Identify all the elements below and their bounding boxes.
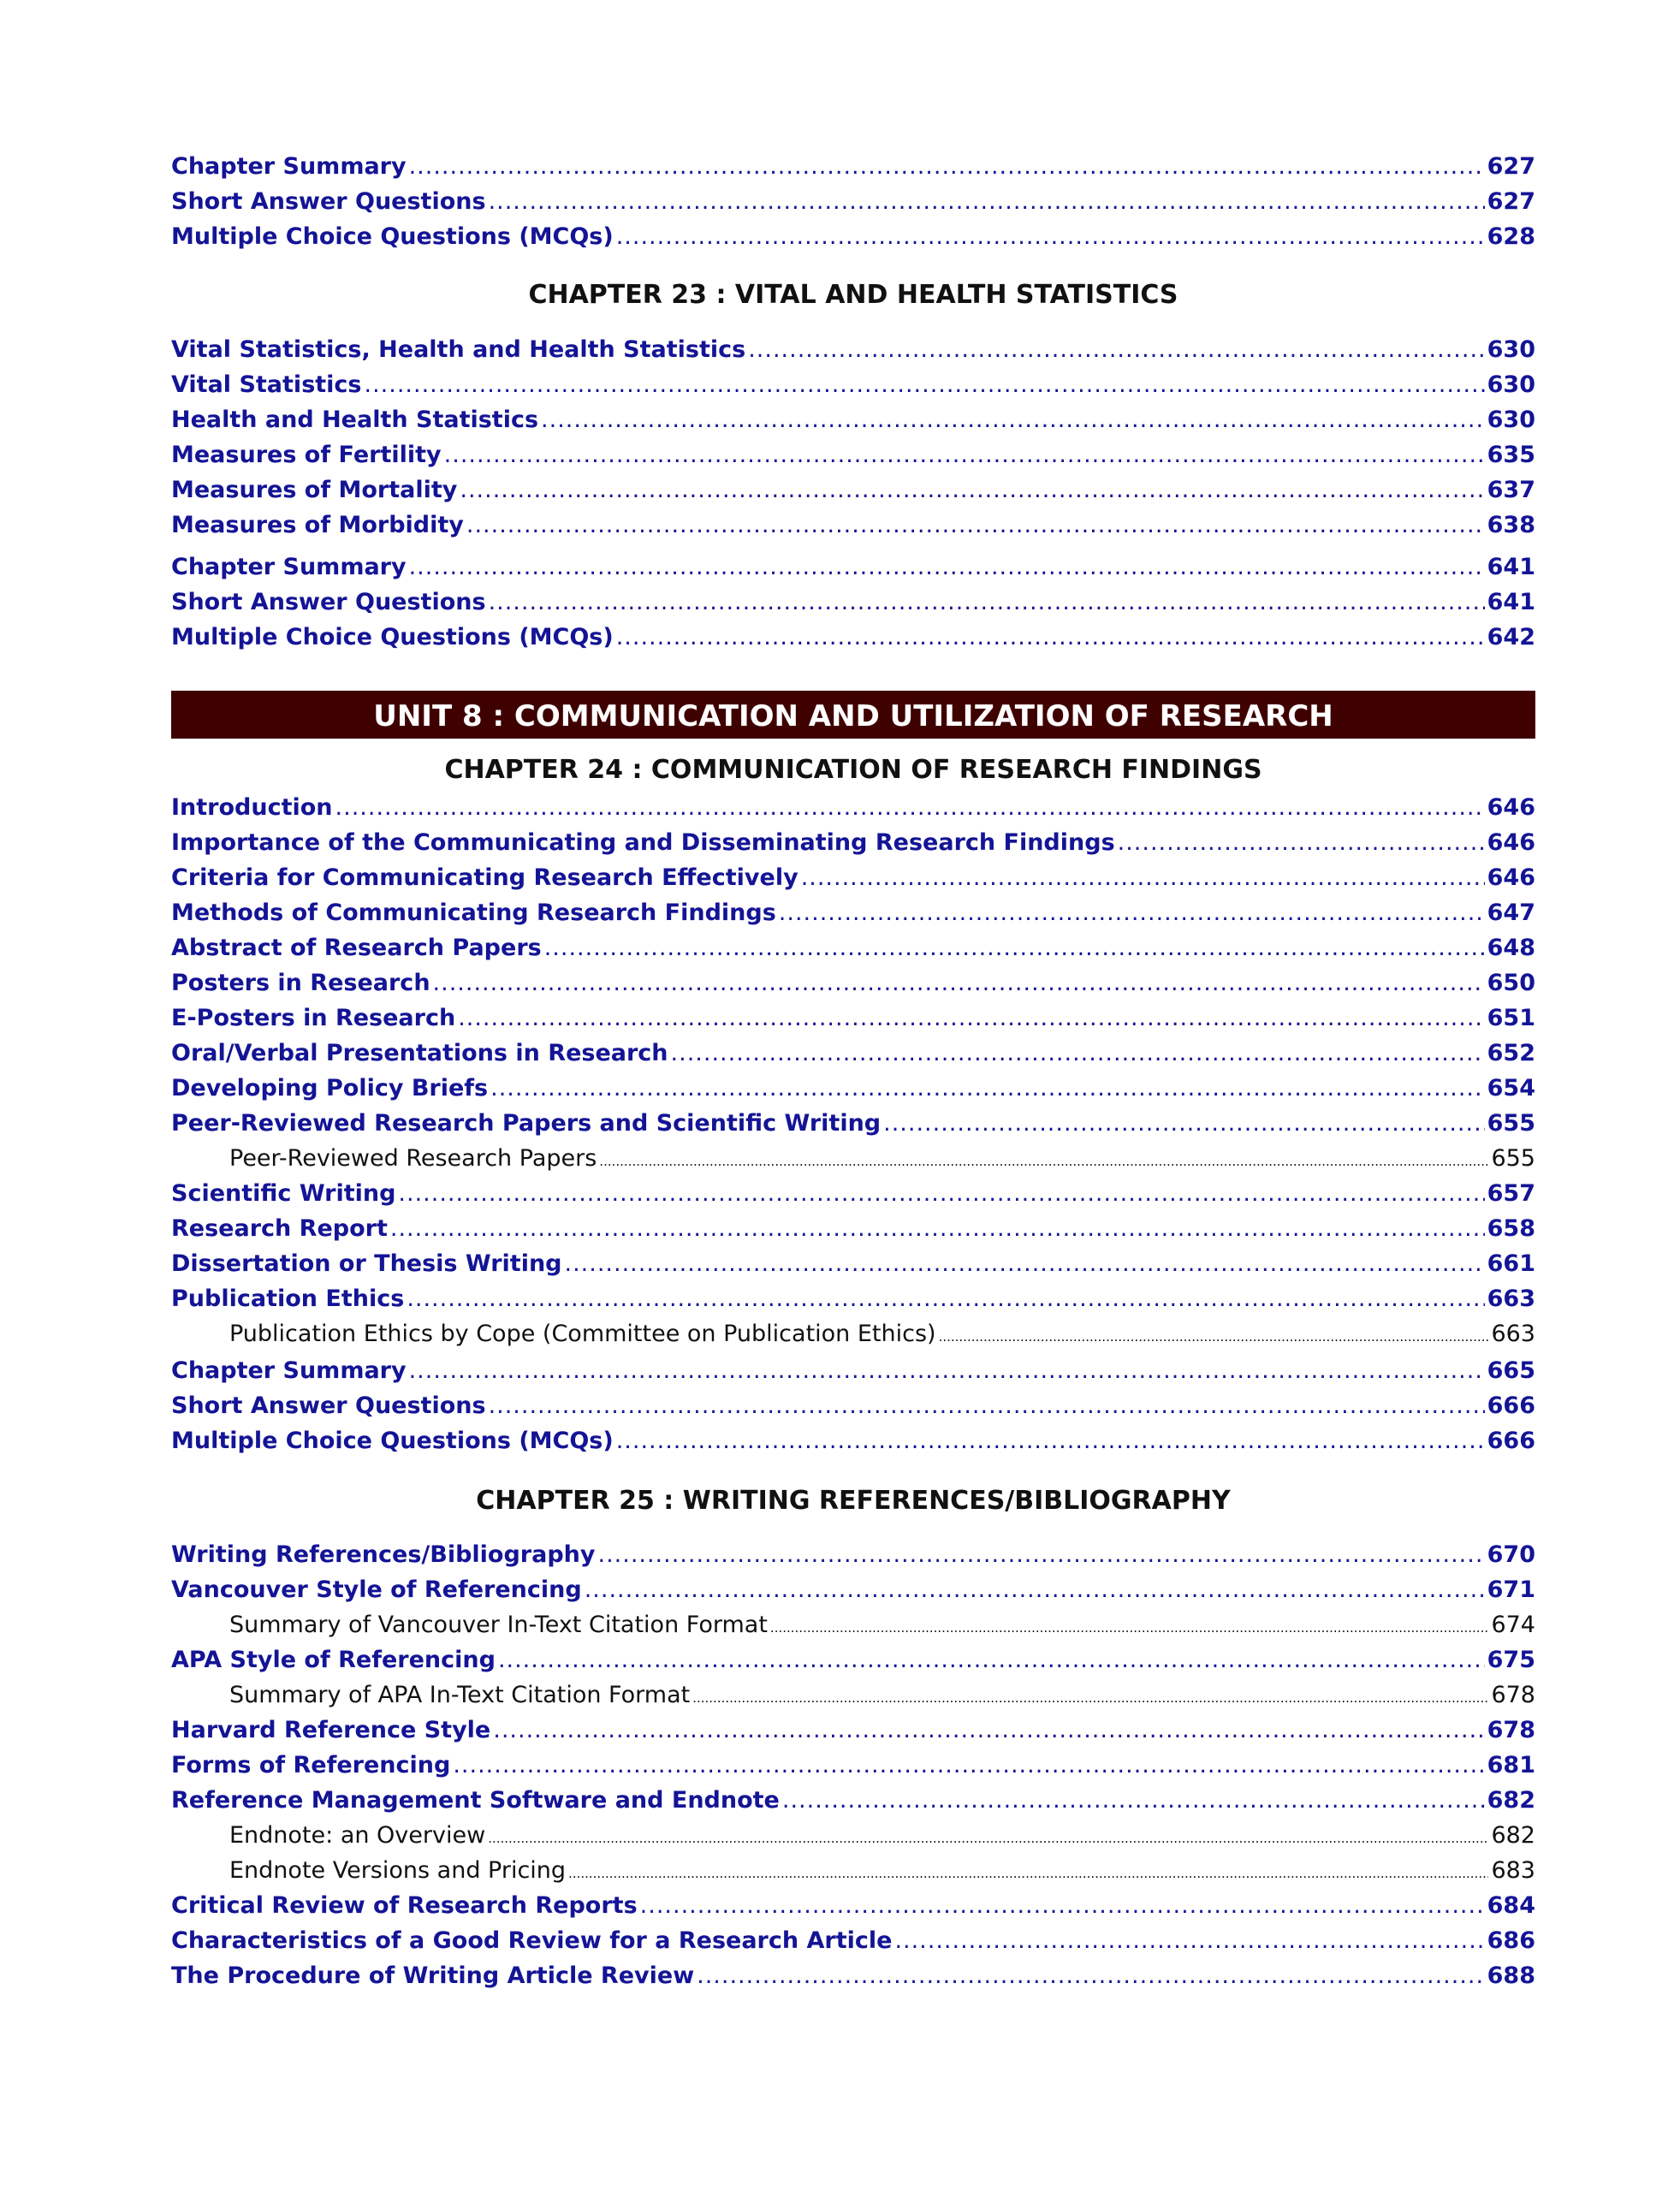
toc-page-number: 682	[1487, 1787, 1535, 1814]
dot-leader	[599, 1144, 1488, 1179]
dot-leader	[782, 1783, 1485, 1818]
dot-leader	[692, 1681, 1488, 1716]
toc-entry-title: Measures of Mortality	[171, 477, 458, 503]
toc-page-number: 627	[1487, 153, 1535, 180]
toc-entry	[171, 1748, 1535, 1783]
toc-page-number: 630	[1487, 371, 1535, 398]
dot-leader	[433, 965, 1485, 1000]
toc-entry	[171, 1106, 1535, 1141]
toc-page-number: 641	[1487, 554, 1535, 580]
toc-entry-title: Vital Statistics	[171, 371, 362, 398]
toc-subentry	[171, 1677, 1535, 1713]
dot-leader	[640, 1888, 1485, 1923]
toc-entry-title: Short Answer Questions	[171, 589, 486, 615]
toc-page-number: 637	[1487, 477, 1535, 503]
toc-entry-title: Harvard Reference Style	[171, 1717, 491, 1743]
toc-entry-title: Health and Health Statistics	[171, 407, 539, 433]
toc-entry	[171, 1353, 1535, 1388]
toc-entry-title: Chapter Summary	[171, 1357, 407, 1384]
toc-entry	[171, 895, 1535, 930]
dot-leader	[489, 585, 1485, 620]
toc-entry-title: Abstract of Research Papers	[171, 935, 542, 961]
toc-list	[171, 149, 1535, 254]
toc-page-number: 638	[1487, 512, 1535, 538]
toc-entry	[171, 1642, 1535, 1677]
dot-leader	[466, 508, 1485, 543]
toc-page-number: 686	[1487, 1927, 1535, 1954]
toc-page-number: 665	[1487, 1357, 1535, 1384]
toc-list	[171, 1537, 1535, 1993]
toc-entry	[171, 1211, 1535, 1246]
toc-entry-title: E-Posters in Research	[171, 1005, 456, 1031]
toc-page-number: 655	[1487, 1110, 1535, 1137]
toc-entry-title: Peer-Reviewed Research Papers and Scientific Writing	[171, 1110, 882, 1137]
dot-leader	[409, 1353, 1485, 1388]
dot-leader	[493, 1713, 1484, 1748]
dot-leader	[407, 1281, 1484, 1316]
dot-leader	[458, 1000, 1484, 1036]
dot-leader	[498, 1642, 1485, 1677]
toc-entry-title: Measures of Morbidity	[171, 512, 464, 538]
toc-entry-title: Multiple Choice Questions (MCQs)	[171, 223, 614, 250]
toc-page-number: 666	[1487, 1428, 1535, 1454]
toc-entry-title: Developing Policy Briefs	[171, 1075, 489, 1101]
toc-page-number: 627	[1487, 188, 1535, 215]
toc-page-number: 678	[1491, 1682, 1535, 1708]
dot-leader	[489, 184, 1485, 219]
toc-page-number: 647	[1487, 900, 1535, 926]
toc-page-number: 648	[1487, 935, 1535, 961]
dot-leader	[460, 472, 1484, 508]
toc-entry-title: Scientific Writing	[171, 1180, 396, 1207]
dot-leader	[568, 1856, 1488, 1891]
toc-page-number: 657	[1487, 1180, 1535, 1207]
toc-entry	[171, 965, 1535, 1000]
dot-leader	[541, 402, 1485, 437]
toc-entry-title: The Procedure of Writing Article Review	[171, 1962, 695, 1989]
toc-page-number: 658	[1487, 1215, 1535, 1242]
toc-entry-title: Multiple Choice Questions (MCQs)	[171, 624, 614, 650]
toc-entry-title: Characteristics of a Good Review for a Research Article	[171, 1927, 893, 1954]
toc-entry-title: Criteria for Communicating Research Effectively	[171, 864, 798, 891]
toc-entry-title: Methods of Communicating Research Findings	[171, 900, 776, 926]
toc-entry	[171, 930, 1535, 965]
toc-page-number: 688	[1487, 1962, 1535, 1989]
toc-entry-title: Peer-Reviewed Research Papers	[229, 1145, 597, 1172]
toc-list	[171, 790, 1535, 1351]
toc-entry-title: Measures of Fertility	[171, 442, 442, 468]
dot-leader	[616, 219, 1485, 254]
toc-entry	[171, 437, 1535, 472]
toc-page-number: 670	[1487, 1541, 1535, 1568]
toc-entry-title: Dissertation or Thesis Writing	[171, 1250, 562, 1277]
dot-leader	[697, 1958, 1484, 1993]
toc-entry	[171, 549, 1535, 585]
toc-subentry	[171, 1607, 1535, 1642]
toc-entry-title: Endnote: an Overview	[229, 1822, 486, 1849]
dot-leader	[409, 549, 1485, 585]
dot-leader	[939, 1320, 1489, 1355]
toc-entry-title: Endnote Versions and Pricing	[229, 1857, 567, 1884]
toc-entry	[171, 1388, 1535, 1423]
toc-entry	[171, 472, 1535, 508]
toc-entry-title: Writing References/Bibliography	[171, 1541, 596, 1568]
toc-page-number: 674	[1491, 1612, 1535, 1638]
toc-entry	[171, 149, 1535, 184]
toc-page-number: 641	[1487, 589, 1535, 615]
dot-leader	[770, 1611, 1489, 1646]
toc-page-number: 683	[1491, 1857, 1535, 1884]
dot-leader	[801, 860, 1485, 895]
toc-page-number: 666	[1487, 1392, 1535, 1419]
toc-entry	[171, 332, 1535, 367]
dot-leader	[597, 1537, 1484, 1572]
toc-entry-title: Vancouver Style of Referencing	[171, 1576, 582, 1603]
toc-entry	[171, 508, 1535, 543]
dot-leader	[894, 1923, 1484, 1958]
toc-entry	[171, 1923, 1535, 1958]
chapter-heading: CHAPTER 24 : COMMUNICATION OF RESEARCH FINDINGS	[444, 755, 1262, 785]
dot-leader	[488, 1821, 1488, 1856]
dot-leader	[365, 367, 1485, 402]
toc-entry-title: Publication Ethics	[171, 1286, 405, 1312]
toc-entry-title: Forms of Referencing	[171, 1752, 451, 1778]
toc-subentry	[171, 1853, 1535, 1888]
toc-page-number: 630	[1487, 336, 1535, 363]
toc-page-number: 678	[1487, 1717, 1535, 1743]
toc-page-number: 635	[1487, 442, 1535, 468]
dot-leader	[616, 620, 1485, 655]
dot-leader	[779, 895, 1485, 930]
dot-leader	[489, 1388, 1485, 1423]
toc-entry-title: Chapter Summary	[171, 554, 407, 580]
toc-subentry	[171, 1141, 1535, 1176]
dot-leader	[544, 930, 1485, 965]
chapter-heading: CHAPTER 25 : WRITING REFERENCES/BIBLIOGRAPHY	[476, 1486, 1231, 1516]
toc-page-number: 652	[1487, 1040, 1535, 1066]
toc-entry-title: Posters in Research	[171, 970, 430, 996]
unit-banner: UNIT 8 : COMMUNICATION AND UTILIZATION OF RESEARCH	[171, 691, 1535, 739]
toc-page-number: 663	[1487, 1286, 1535, 1312]
dot-leader	[585, 1572, 1485, 1607]
toc-page-number: 646	[1487, 864, 1535, 891]
toc-entry-title: Chapter Summary	[171, 153, 407, 180]
toc-page-number: 675	[1487, 1647, 1535, 1673]
toc-page-number: 661	[1487, 1250, 1535, 1277]
toc-entry	[171, 184, 1535, 219]
toc-page-number: 671	[1487, 1576, 1535, 1603]
toc-entry	[171, 1000, 1535, 1036]
dot-leader	[883, 1106, 1485, 1141]
toc-entry	[171, 1246, 1535, 1281]
toc-entry	[171, 585, 1535, 620]
dot-leader	[748, 332, 1484, 367]
toc-page-number: 682	[1491, 1822, 1535, 1849]
dot-leader	[390, 1211, 1485, 1246]
toc-page-number: 684	[1487, 1892, 1535, 1919]
toc-page-number: 655	[1491, 1145, 1535, 1172]
toc-entry-title: Research Report	[171, 1215, 388, 1242]
toc-entry-title: Summary of Vancouver In-Text Citation Format	[229, 1612, 768, 1638]
dot-leader	[409, 149, 1485, 184]
toc-page-number: 651	[1487, 1005, 1535, 1031]
toc-entry	[171, 1713, 1535, 1748]
toc-page-number: 650	[1487, 970, 1535, 996]
toc-page-number: 646	[1487, 794, 1535, 821]
toc-entry	[171, 367, 1535, 402]
dot-leader	[398, 1176, 1484, 1211]
toc-entry	[171, 219, 1535, 254]
toc-page-number: 646	[1487, 829, 1535, 856]
dot-leader	[490, 1071, 1485, 1106]
toc-entry	[171, 1071, 1535, 1106]
toc-entry	[171, 402, 1535, 437]
toc-entry	[171, 620, 1535, 655]
toc-entry-title: Short Answer Questions	[171, 188, 486, 215]
toc-entry-title: Reference Management Software and Endnote	[171, 1787, 780, 1814]
toc-page-number: 630	[1487, 407, 1535, 433]
toc-page-number: 628	[1487, 223, 1535, 250]
toc-entry-title: APA Style of Referencing	[171, 1647, 496, 1673]
dot-leader	[671, 1036, 1485, 1071]
toc-entry	[171, 825, 1535, 860]
toc-entry	[171, 1958, 1535, 1993]
dot-leader	[1118, 825, 1485, 860]
dot-leader	[565, 1246, 1485, 1281]
toc-entry	[171, 1783, 1535, 1818]
dot-leader	[616, 1423, 1485, 1458]
dot-leader	[335, 790, 1485, 825]
toc-list	[171, 332, 1535, 543]
toc-entry	[171, 860, 1535, 895]
toc-entry-title: Critical Review of Research Reports	[171, 1892, 638, 1919]
dot-leader	[453, 1748, 1484, 1783]
toc-entry-title: Publication Ethics by Cope (Committee on Publication Ethics)	[229, 1321, 936, 1347]
toc-entry	[171, 1176, 1535, 1211]
toc-page-number: 663	[1491, 1321, 1535, 1347]
toc-entry	[171, 1423, 1535, 1458]
toc-page-number: 642	[1487, 624, 1535, 650]
toc-entry-title: Introduction	[171, 794, 333, 821]
toc-entry-title: Vital Statistics, Health and Health Statistics	[171, 336, 746, 363]
toc-entry-title: Summary of APA In-Text Citation Format	[229, 1682, 691, 1708]
toc-list	[171, 1353, 1535, 1458]
toc-entry	[171, 1281, 1535, 1316]
toc-page-number: 681	[1487, 1752, 1535, 1778]
toc-page-number: 654	[1487, 1075, 1535, 1101]
toc-entry-title: Short Answer Questions	[171, 1392, 486, 1419]
toc-entry-title: Multiple Choice Questions (MCQs)	[171, 1428, 614, 1454]
toc-entry	[171, 790, 1535, 825]
toc-entry-title: Importance of the Communicating and Disseminating Research Findings	[171, 829, 1115, 856]
dot-leader	[444, 437, 1485, 472]
toc-entry-title: Oral/Verbal Presentations in Research	[171, 1040, 668, 1066]
chapter-heading: CHAPTER 23 : VITAL AND HEALTH STATISTICS	[528, 280, 1178, 310]
toc-subentry	[171, 1316, 1535, 1351]
toc-entry	[171, 1036, 1535, 1071]
toc-subentry	[171, 1818, 1535, 1853]
toc-entry	[171, 1537, 1535, 1572]
toc-list	[171, 549, 1535, 655]
toc-entry	[171, 1572, 1535, 1607]
toc-entry	[171, 1888, 1535, 1923]
